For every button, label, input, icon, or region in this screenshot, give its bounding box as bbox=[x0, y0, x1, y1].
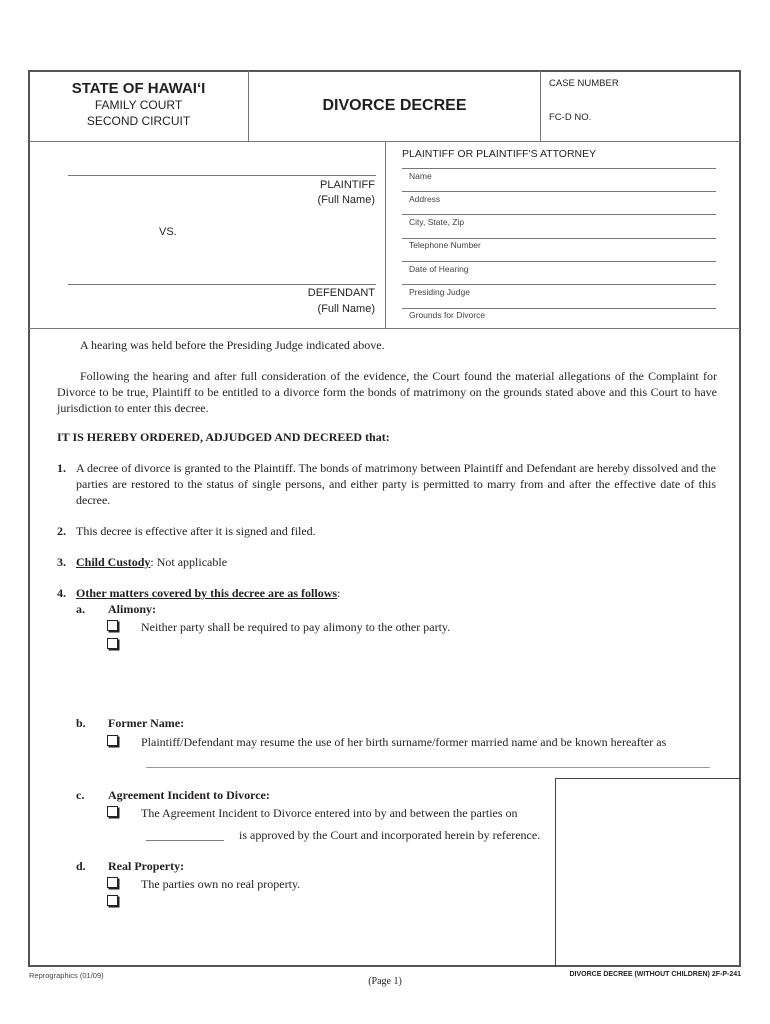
state-title: STATE OF HAWAIʻI bbox=[71, 80, 206, 97]
child-custody-label: Child Custody bbox=[76, 555, 151, 569]
defendant-sub: (Full Name) bbox=[317, 303, 375, 315]
item3-text: Child Custody: Not applicable bbox=[76, 555, 228, 569]
ordered-heading: IT IS HEREBY ORDERED, ADJUDGED AND DECREED that: bbox=[57, 430, 390, 444]
real-property-checkbox-2[interactable] bbox=[107, 895, 118, 906]
defendant-line[interactable] bbox=[68, 284, 376, 285]
alimony-checkbox-2[interactable] bbox=[107, 638, 118, 649]
former-name-label: Former Name: bbox=[108, 716, 185, 730]
field-telephone: Telephone Number bbox=[409, 240, 481, 250]
item4-number: 4. bbox=[57, 586, 66, 600]
attorney-heading: PLAINTIFF OR PLAINTIFF'S ATTORNEY bbox=[402, 148, 597, 160]
field-grounds: Grounds for Divorce bbox=[409, 310, 486, 320]
real-property-letter: d. bbox=[76, 859, 86, 873]
footer-form-id: DIVORCE DECREE (WITHOUT CHILDREN) 2F-P-241 bbox=[569, 971, 741, 978]
footer-reprographics: Reprographics (01/09) bbox=[29, 971, 104, 980]
item2-text: This decree is effective after it is signed and filed. bbox=[76, 524, 316, 538]
plaintiff-sub: (Full Name) bbox=[317, 194, 375, 206]
item4-text: Other matters covered by this decree are as follows: bbox=[76, 586, 341, 600]
item1-number: 1. bbox=[57, 461, 66, 475]
field-judge: Presiding Judge bbox=[409, 287, 470, 297]
footer-page: (Page 1) bbox=[368, 976, 402, 987]
agreement-checkbox[interactable] bbox=[107, 806, 118, 817]
parties-divider bbox=[385, 141, 386, 328]
alimony-letter: a. bbox=[76, 602, 85, 616]
item2-number: 2. bbox=[57, 524, 66, 538]
alimony-option-1: Neither party shall be required to pay alimony to the other party. bbox=[141, 620, 451, 634]
case-number-label: CASE NUMBER bbox=[549, 78, 619, 89]
header-divider-right bbox=[540, 71, 541, 141]
field-name: Name bbox=[409, 171, 432, 181]
defendant-label: DEFENDANT bbox=[307, 287, 375, 299]
signature-box bbox=[555, 778, 741, 967]
agreement-letter: c. bbox=[76, 788, 85, 802]
former-name-letter: b. bbox=[76, 716, 86, 730]
fcd-number-label: FC-D NO. bbox=[549, 112, 592, 123]
field-hearing-date-line[interactable] bbox=[402, 284, 716, 285]
findings-paragraph: Following the hearing and after full consideration of the evidence, the Court found the material allegations of the Complaint for Divorce to be true, Plaintiff to be entitled to a divorce form the bonds of matrimony on the grounds stated above and this Court to have jurisdiction to enter this decree. bbox=[57, 369, 717, 415]
attorney-heading-line bbox=[402, 168, 716, 169]
parties-bottom-line bbox=[29, 328, 740, 329]
plaintiff-line[interactable] bbox=[68, 175, 376, 176]
field-address-line[interactable] bbox=[402, 214, 716, 215]
real-property-checkbox-1[interactable] bbox=[107, 877, 118, 888]
agreement-label: Agreement Incident to Divorce: bbox=[108, 788, 270, 802]
document-title: DIVORCE DECREE bbox=[322, 97, 467, 114]
field-judge-line[interactable] bbox=[402, 308, 716, 309]
former-name-option: Plaintiff/Defendant may resume the use of her birth surname/former married name and be known hereafter as bbox=[141, 735, 667, 749]
field-city: City, State, Zip bbox=[409, 217, 465, 227]
field-name-line[interactable] bbox=[402, 191, 716, 192]
plaintiff-label: PLAINTIFF bbox=[319, 179, 375, 191]
former-name-checkbox[interactable] bbox=[107, 735, 118, 746]
field-address: Address bbox=[409, 194, 441, 204]
real-property-label: Real Property: bbox=[108, 859, 185, 873]
field-hearing-date: Date of Hearing bbox=[409, 264, 469, 274]
agreement-continuation: is approved by the Court and incorporated herein by reference. bbox=[239, 828, 541, 842]
real-property-option-1: The parties own no real property. bbox=[141, 877, 301, 891]
hearing-paragraph: A hearing was held before the Presiding Judge indicated above. bbox=[80, 338, 385, 352]
item3-number: 3. bbox=[57, 555, 66, 569]
second-circuit: SECOND CIRCUIT bbox=[86, 114, 191, 128]
vs-label: VS. bbox=[159, 226, 177, 238]
agreement-date-blank[interactable]: _____________ bbox=[146, 828, 224, 842]
agreement-option: The Agreement Incident to Divorce entered into by and between the parties on bbox=[141, 806, 518, 820]
family-court: FAMILY COURT bbox=[94, 98, 183, 112]
former-name-line[interactable] bbox=[146, 767, 710, 768]
field-telephone-line[interactable] bbox=[402, 261, 716, 262]
alimony-label: Alimony: bbox=[108, 602, 156, 616]
field-city-line[interactable] bbox=[402, 238, 716, 239]
item1-text: A decree of divorce is granted to the Plaintiff. The bonds of matrimony between Plaintiff and Defendant are hereby dissolved and the parties are restored to the status of single persons, and either party is permitted to marry from and after the effective date of this decree. bbox=[76, 461, 716, 507]
alimony-checkbox-1[interactable] bbox=[107, 620, 118, 631]
